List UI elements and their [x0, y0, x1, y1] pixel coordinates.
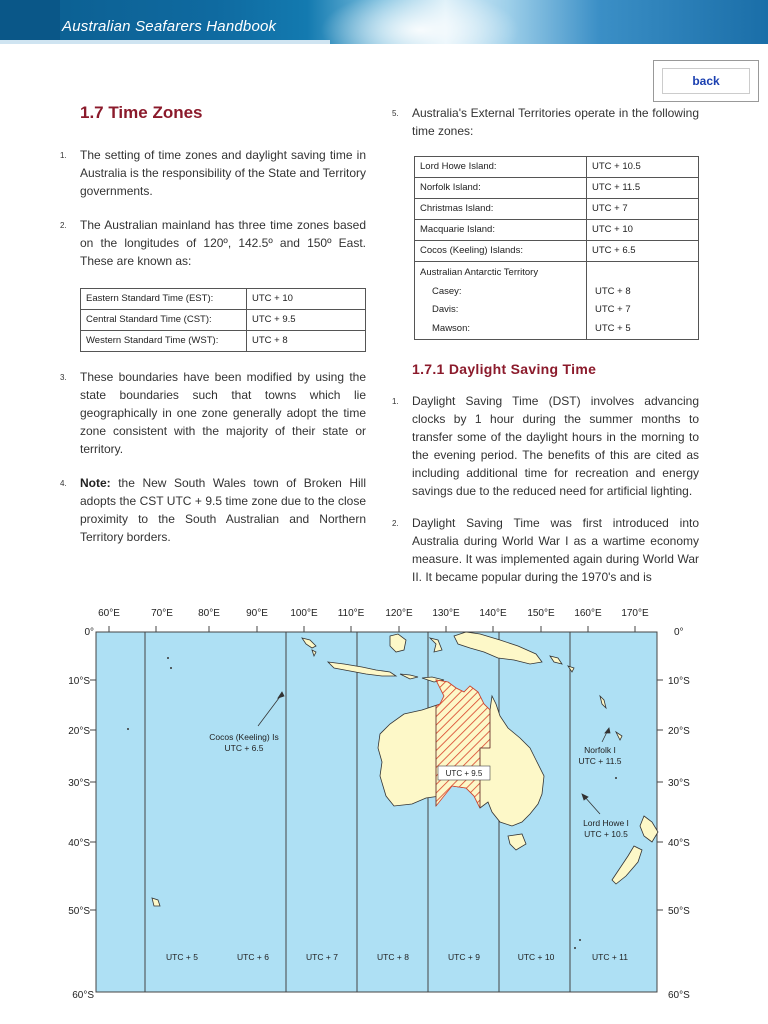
table-cell-offset: UTC + 6.5: [587, 241, 699, 262]
table-cell-place: Norfolk Island:: [415, 178, 587, 199]
norfolk-label: Norfolk I: [584, 745, 616, 755]
item-number: 5.: [392, 109, 399, 118]
item-number: 3.: [60, 373, 67, 382]
lat-label: 20°S: [668, 726, 690, 737]
lat-label: 10°S: [668, 676, 690, 687]
lon-label: 150°E: [527, 608, 555, 619]
lon-label: 80°E: [198, 608, 220, 619]
latitude-labels-left: [68, 627, 94, 1001]
antarctic-place: Casey:: [432, 285, 462, 297]
lat-label: 20°S: [68, 726, 90, 737]
table-row: [81, 331, 366, 352]
antarctic-offset: UTC + 7: [595, 304, 631, 315]
lord-howe-offset-label: UTC + 10.5: [584, 829, 628, 839]
lat-label: 0°: [84, 627, 94, 638]
lon-label: 160°E: [574, 608, 602, 619]
item-number: 2.: [392, 519, 399, 528]
antarctic-title: Australian Antarctic Territory: [420, 267, 539, 278]
table-row: [415, 157, 699, 178]
time-zone-map: [60, 600, 708, 1010]
list-item: [392, 392, 699, 500]
time-zone-map-svg: [60, 600, 708, 1010]
item-number: 2.: [60, 221, 67, 230]
lat-label: 30°S: [68, 778, 90, 789]
lat-label: 0°: [674, 627, 684, 638]
antarctic-offset: UTC + 5: [595, 322, 631, 334]
table-cell-offset: UTC + 10: [247, 289, 366, 310]
table-row: [415, 199, 699, 220]
note-label: Note:: [80, 476, 111, 490]
central-zone-label: UTC + 9.5: [445, 769, 483, 778]
item-text: the New South Wales town of Broken Hill adopts the CST UTC + 9.5 time zone due to the close proximity to the South Australian and Northern Territory borders.: [80, 476, 366, 544]
table-row: [81, 310, 366, 331]
table-cell-offset: UTC + 7: [587, 199, 699, 220]
table-row: [81, 289, 366, 310]
table-cell-place: Lord Howe Island:: [415, 157, 587, 178]
zone-label: UTC + 6: [237, 952, 269, 962]
lat-label: 40°S: [668, 838, 690, 849]
handbook-title: Australian Seafarers Handbook: [62, 18, 277, 35]
antarctic-offset: UTC + 8: [595, 285, 631, 297]
latitude-labels-right: [668, 627, 690, 1001]
left-column: [60, 100, 366, 546]
antarctic-place: Mawson:: [432, 322, 471, 334]
back-button[interactable]: back: [662, 68, 750, 94]
lon-label: 100°E: [290, 608, 318, 619]
table-cell-offset: UTC + 9.5: [247, 310, 366, 331]
list-item: [60, 146, 366, 200]
subsection-title: 1.7.1 Daylight Saving Time: [412, 361, 597, 377]
lon-label: 130°E: [432, 608, 460, 619]
table-row: [415, 241, 699, 262]
table-cell-offset: UTC + 10.5: [587, 157, 699, 178]
antarctic-offsets-cell: [587, 262, 699, 340]
table-cell-zone: Western Standard Time (WST):: [81, 331, 247, 352]
header-banner: [0, 0, 768, 58]
section-title: 1.7 Time Zones: [80, 103, 203, 122]
item-text: Daylight Saving Time was first introduced into Australia during World War I as a wartime economy measure. It was implemented again during World War II. It became popular during the 1970's and is: [412, 516, 699, 584]
item-text: The Australian mainland has three time zones based on the longitudes of 120º, 142.5º and 150º East. These are known as:: [80, 218, 366, 268]
banner-bottom-stripe: [0, 44, 768, 58]
table-cell-offset: UTC + 8: [247, 331, 366, 352]
antarctic-places-cell: [415, 262, 587, 340]
item-number: 1.: [392, 397, 399, 406]
lon-label: 120°E: [385, 608, 413, 619]
banner-swoosh: [0, 0, 60, 44]
item-text: The setting of time zones and daylight saving time in Australia is the responsibility of the State and Territory governments.: [80, 148, 366, 198]
list-item: [60, 216, 366, 270]
lat-label: 30°S: [668, 778, 690, 789]
lord-howe-label: Lord Howe I: [583, 818, 629, 828]
lat-label: 40°S: [68, 838, 90, 849]
item-text: Australia's External Territories operate in the following time zones:: [412, 106, 699, 138]
item-text: These boundaries have been modified by using the state boundaries such that towns which lie geographically in one zone generally adopt the time zone consistent with the majority of their state or territory.: [80, 370, 366, 456]
lat-label: 60°S: [668, 990, 690, 1001]
list-item: [60, 474, 366, 546]
external-territories-table: [414, 156, 699, 340]
zone-label: UTC + 9: [448, 952, 480, 962]
norfolk-offset-label: UTC + 11.5: [578, 756, 622, 766]
zone-label: UTC + 5: [166, 952, 198, 962]
mainland-time-zone-table: [80, 288, 366, 352]
lat-label: 10°S: [68, 676, 90, 687]
item-number: 1.: [60, 151, 67, 160]
antarctic-place: Davis:: [432, 304, 459, 315]
zone-label: UTC + 8: [377, 952, 409, 962]
table-cell-place: Cocos (Keeling) Islands:: [415, 241, 587, 262]
back-button-frame: [653, 60, 759, 102]
lon-label: 110°E: [337, 608, 365, 619]
lat-label: 60°S: [72, 990, 94, 1001]
item-text: Daylight Saving Time (DST) involves advancing clocks by 1 hour during the summer months to transfer some of the daylight hours in the morning to the evening period. The benefits of this are cited as including additional time for recreation and energy savings due to the reduced need for artificial lighting.: [412, 394, 699, 498]
lat-label: 50°S: [68, 906, 90, 917]
table-cell-zone: Central Standard Time (CST):: [81, 310, 247, 331]
table-row: [415, 220, 699, 241]
list-item: [392, 104, 699, 140]
zone-label: UTC + 10: [517, 952, 555, 962]
table-cell-offset: UTC + 10: [587, 220, 699, 241]
lon-label: 60°E: [98, 608, 120, 619]
list-item: [60, 368, 366, 458]
item-number: 4.: [60, 479, 67, 488]
table-cell-offset: UTC + 11.5: [587, 178, 699, 199]
table-cell-zone: Eastern Standard Time (EST):: [81, 289, 247, 310]
lat-label: 50°S: [668, 906, 690, 917]
table-cell-place: Macquarie Island:: [415, 220, 587, 241]
right-column: [392, 104, 699, 586]
ocean-area: [96, 632, 657, 992]
lon-label: 140°E: [479, 608, 507, 619]
cocos-label: Cocos (Keeling) Is: [209, 732, 279, 742]
zone-label: UTC + 7: [306, 952, 338, 962]
longitude-labels: [98, 608, 649, 619]
cocos-offset-label: UTC + 6.5: [224, 743, 264, 753]
table-row: [415, 178, 699, 199]
lon-label: 90°E: [246, 608, 268, 619]
zone-label: UTC + 11: [592, 952, 628, 962]
lon-label: 70°E: [151, 608, 173, 619]
lon-label: 170°E: [621, 608, 649, 619]
list-item: [392, 514, 699, 586]
table-cell-place: Christmas Island:: [415, 199, 587, 220]
table-row-antarctic: [415, 262, 699, 340]
